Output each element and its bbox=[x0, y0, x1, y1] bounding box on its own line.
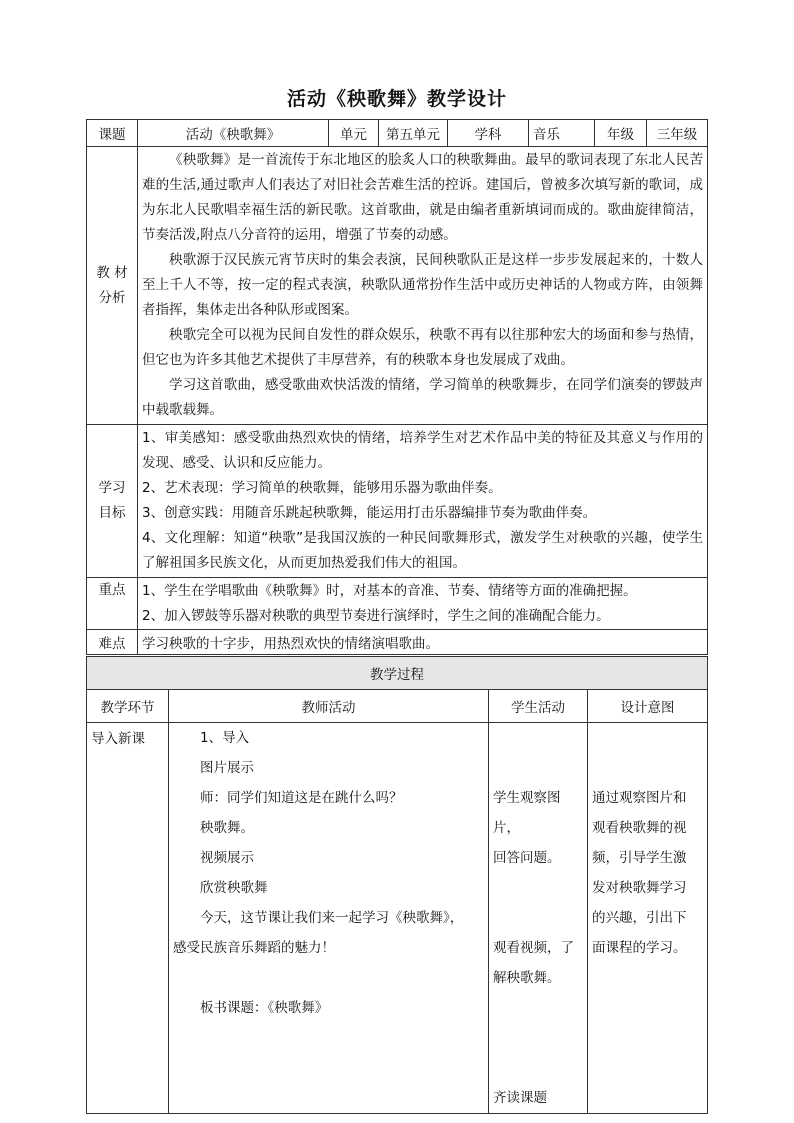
key-points-label: 重点 bbox=[87, 578, 138, 630]
spacer bbox=[493, 753, 583, 783]
intent-line: 频，引导学生激 bbox=[592, 850, 687, 866]
subject-label: 学科 bbox=[448, 120, 529, 147]
subject-value: 音乐 bbox=[529, 120, 595, 147]
document-title: 活动《秧歌舞》教学设计 bbox=[286, 88, 507, 110]
goals-label-line-2: 目标 bbox=[98, 505, 126, 521]
student-line: 观看视频，了 bbox=[493, 940, 574, 956]
goal-item: 4、文化理解：知道“秧歌”是我国汉族的一种民间歌舞形式，激发学生对秧歌的兴趣，使学生了解祖国多民族文化，从而更加热爱我们伟大的祖国。 bbox=[142, 530, 703, 571]
analysis-paragraph: 学习这首歌曲，感受歌曲欢快活泼的情绪，学习简单的秧歌舞步，在同学们演奏的锣鼓声中载歌载舞。 bbox=[142, 377, 703, 418]
teacher-line: 感受民族音乐舞蹈的魅力！ bbox=[173, 940, 335, 956]
spacer bbox=[493, 873, 583, 903]
spacer bbox=[493, 993, 583, 1083]
student-line: 回答问题。 bbox=[493, 850, 561, 866]
col-header-teacher: 教师活动 bbox=[169, 690, 489, 723]
difficulty-row bbox=[87, 630, 708, 655]
intent-line: 的兴趣，引出下 bbox=[592, 910, 687, 926]
teacher-line: 1、导入 bbox=[200, 730, 250, 746]
analysis-paragraph: 秧歌源于汉民族元宵节庆时的集会表演，民间秧歌队正是这样一步步发展起来的，十数人至上千人不等，按一定的程式表演，秧歌队通常扮作生活中或历史神话的人物或方阵，由领舞者指挥，集体走出各种队形或图案。 bbox=[142, 252, 703, 318]
col-header-intent: 设计意图 bbox=[588, 690, 708, 723]
key-points-row bbox=[87, 578, 708, 630]
key-points-content bbox=[138, 578, 708, 630]
teacher-line: 师：同学们知道这是在跳什么吗？ bbox=[200, 790, 403, 806]
teacher-line: 今天，这节课让我们来一起学习《秧歌舞》， bbox=[200, 910, 464, 926]
student-line: 解秧歌舞。 bbox=[493, 970, 561, 986]
key-point-item: 2、加入锣鼓等乐器对秧歌的典型节奏进行演绎时，学生之间的准确配合能力。 bbox=[142, 607, 610, 624]
grade-value: 三年级 bbox=[647, 120, 708, 147]
key-point-item: 1、学生在学唱歌曲《秧歌舞》时，对基本的音准、节奏、情绪等方面的准确把握。 bbox=[142, 582, 637, 599]
difficulty-label: 难点 bbox=[87, 630, 138, 655]
unit-label: 单元 bbox=[329, 120, 379, 147]
analysis-label bbox=[87, 147, 138, 425]
difficulty-content: 学习秧歌的十字步，用热烈欢快的情绪演唱歌曲。 bbox=[138, 630, 708, 655]
analysis-label-line-2: 分析 bbox=[98, 289, 126, 306]
analysis-row bbox=[87, 147, 708, 425]
analysis-label-line-1: 教 材 bbox=[96, 264, 128, 281]
analysis-content bbox=[138, 147, 708, 425]
header-row bbox=[87, 120, 708, 147]
process-heading: 教学过程 bbox=[87, 657, 708, 690]
teacher-line: 图片展示 bbox=[200, 760, 254, 776]
lesson-info-table bbox=[86, 119, 708, 655]
process-column-headers bbox=[87, 690, 708, 723]
unit-value: 第五单元 bbox=[379, 120, 448, 147]
student-line: 学生观察图片， bbox=[493, 790, 561, 836]
intent-line: 观看秧歌舞的视 bbox=[592, 820, 687, 836]
col-header-student: 学生活动 bbox=[489, 690, 588, 723]
goal-item: 1、审美感知：感受歌曲热烈欢快的情绪，培养学生对艺术作品中美的特征及其意义与作用的发现、感受、认识和反应能力。 bbox=[142, 430, 703, 471]
teacher-activity-cell bbox=[169, 723, 489, 1114]
student-activity-cell bbox=[489, 723, 588, 1114]
teacher-line: 板书课题：《秧歌舞》 bbox=[200, 1000, 329, 1016]
teacher-line: 秧歌舞。 bbox=[200, 820, 254, 836]
analysis-paragraph: 《秧歌舞》是一首流传于东北地区的脍炙人口的秧歌舞曲。最早的歌词表现了东北人民苦难的生活,通过歌声人们表达了对旧社会苦难生活的控诉。建国后，曾被多次填写新的歌词，成为东北人民歌唱幸福生活的新民歌。这首歌曲，就是由编者重新填词而成的。歌曲旋律简洁，节奏活泼,附点八分音符的运用，增强了节奏的动感。 bbox=[142, 152, 703, 243]
teacher-line: 欣赏秧歌舞 bbox=[200, 880, 268, 896]
spacer bbox=[173, 963, 484, 993]
goals-label bbox=[87, 425, 138, 578]
intent-line: 面课程的学习。 bbox=[592, 940, 687, 956]
goal-item: 2、艺术表现：学习简单的秧歌舞，能够用乐器为歌曲伴奏。 bbox=[142, 480, 502, 496]
stage-cell: 导入新课 bbox=[87, 723, 169, 1114]
design-intent-cell bbox=[588, 723, 708, 1114]
process-heading-row bbox=[87, 657, 708, 690]
col-header-stage: 教学环节 bbox=[87, 690, 169, 723]
teacher-line: 视频展示 bbox=[200, 850, 254, 866]
spacer bbox=[592, 723, 703, 753]
topic-value: 活动《秧歌舞》 bbox=[138, 120, 329, 147]
spacer bbox=[592, 753, 703, 783]
intent-line: 发对秧歌舞学习 bbox=[592, 880, 687, 896]
process-row bbox=[87, 723, 708, 1114]
grade-label: 年级 bbox=[595, 120, 647, 147]
teaching-process-table bbox=[86, 656, 708, 1114]
topic-label: 课题 bbox=[87, 120, 138, 147]
goal-item: 3、创意实践：用随音乐跳起秧歌舞，能运用打击乐器编排节奏为歌曲伴奏。 bbox=[142, 505, 597, 521]
spacer bbox=[493, 723, 583, 753]
goals-label-line-1: 学习 bbox=[98, 480, 126, 496]
spacer bbox=[493, 903, 583, 933]
intent-line: 通过观察图片和 bbox=[592, 790, 687, 806]
student-line: 齐读课题 bbox=[493, 1090, 547, 1106]
goals-content bbox=[138, 425, 708, 578]
goals-row bbox=[87, 425, 708, 578]
analysis-paragraph: 秧歌完全可以视为民间自发性的群众娱乐，秧歌不再有以往那种宏大的场面和参与热情，但它也为许多其他艺术提供了丰厚营养，有的秧歌本身也发展成了戏曲。 bbox=[142, 327, 703, 368]
